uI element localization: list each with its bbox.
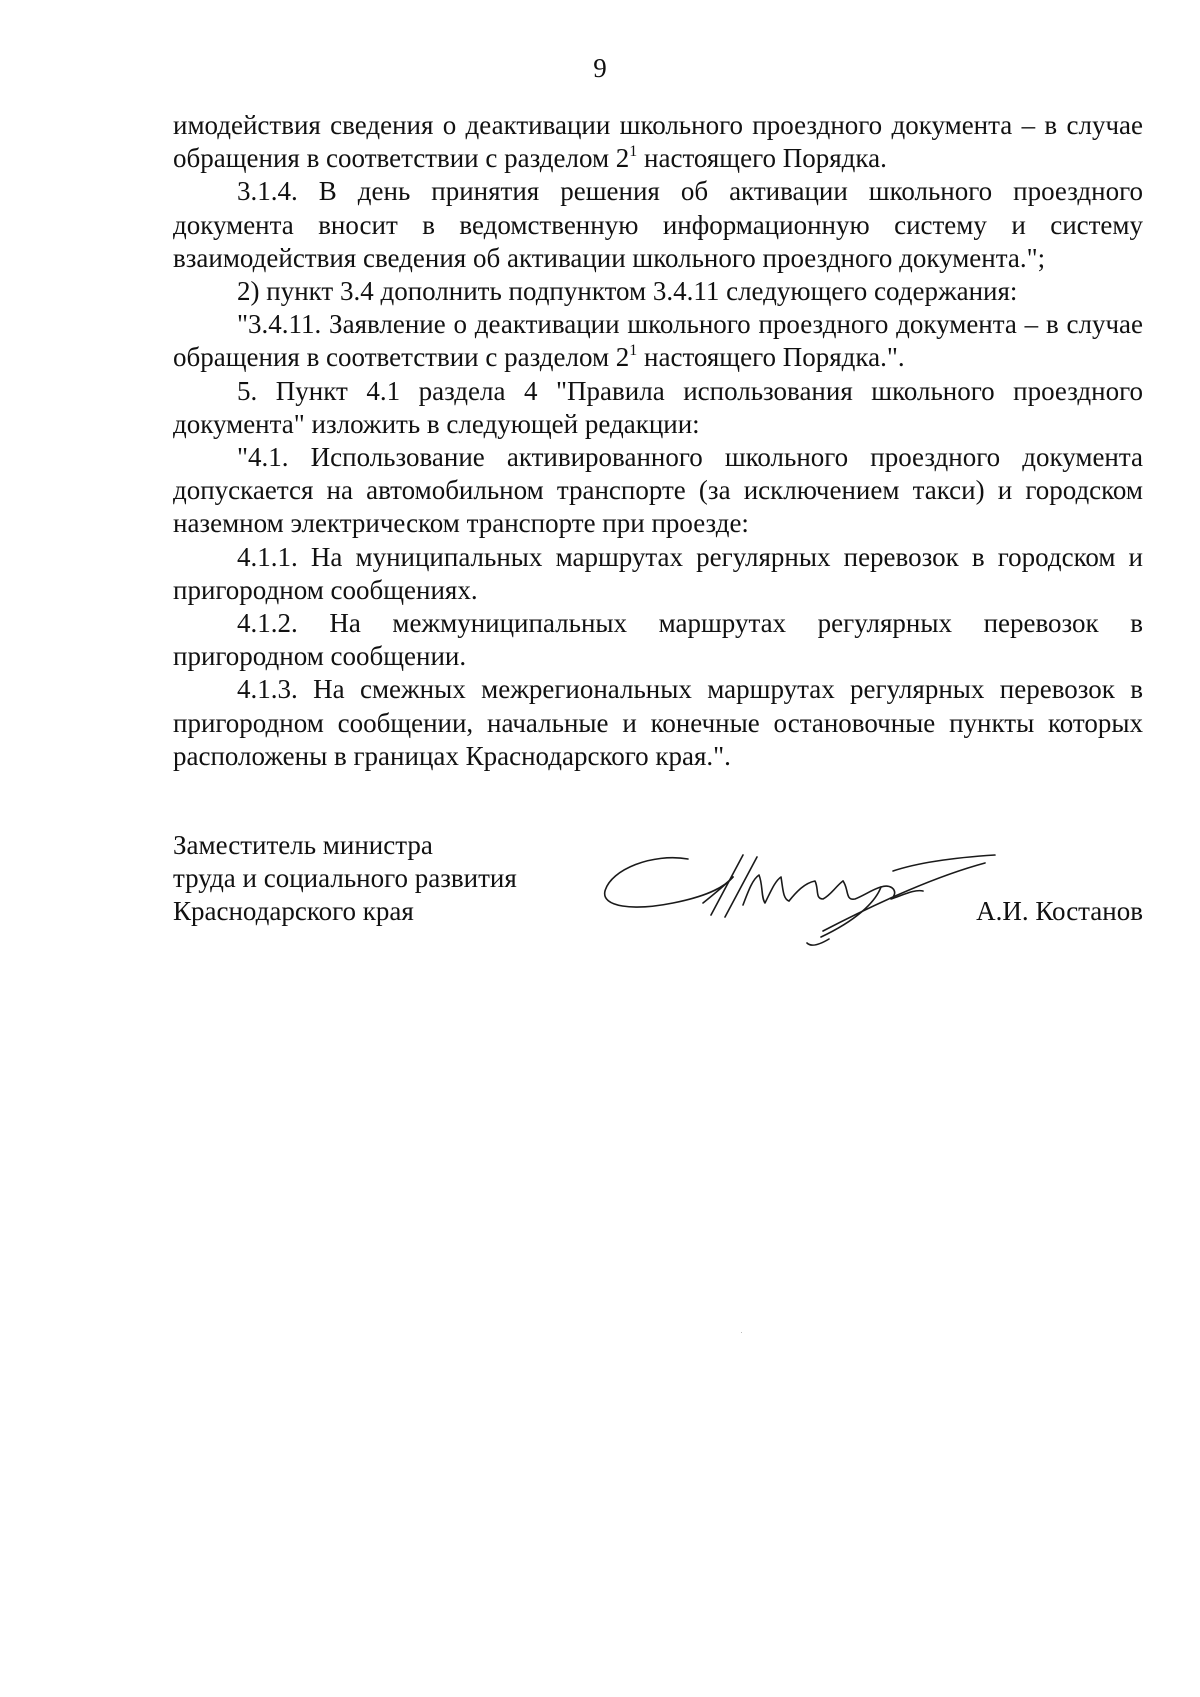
signer-title <box>173 829 517 928</box>
signer-name: А.И. Костанов <box>976 896 1143 926</box>
scan-artifact <box>741 1332 742 1333</box>
signer-title-line: Заместитель министра <box>173 830 433 860</box>
paragraph-item-2: 2) пункт 3.4 дополнить подпунктом 3.4.11 следующего содержания: <box>237 276 1018 307</box>
paragraph-4-1-2: 4.1.2. На межмуниципальных маршрутах регулярных перевозок в пригородном сообщении. <box>173 608 1143 672</box>
signature-block <box>173 829 1143 939</box>
signer-title-line: Краснодарского края <box>173 896 414 926</box>
paragraph-item-5: 5. Пункт 4.1 раздела 4 "Правила использования школьного проездного документа" изложить в следующей редакции: <box>173 375 1143 439</box>
paragraph-text: имодействия сведения о деактивации школьного проездного документа – в случае обращения в соответствии с разделом 2 <box>173 110 1143 174</box>
paragraph-4-1-3: 4.1.3. На смежных межрегиональных маршрутах регулярных перевозок в пригородном сообщении, начальные и конечные остановочные пункты которых расположены в границах Краснодарского края.". <box>173 674 1143 771</box>
paragraph-text: настоящего Порядка.". <box>637 342 905 373</box>
paragraph-4-1-1: 4.1.1. На муниципальных маршрутах регулярных перевозок в городском и пригородном сообщениях. <box>173 541 1143 605</box>
paragraph-text: "3.4.11. Заявление о деактивации школьного проездного документа – в случае обращения в соответствии с разделом 2 <box>173 309 1143 373</box>
page-number: 9 <box>593 53 607 83</box>
paragraph-text: настоящего Порядка. <box>637 143 887 174</box>
superscript: 1 <box>629 342 638 360</box>
paragraph-continuation <box>173 109 1143 175</box>
paragraph-3-1-4: 3.1.4. В день принятия решения об активации школьного проездного документа вносит в ведомственную информационную систему и систему взаимодействия сведения об активации школьного проездного документа."; <box>173 176 1143 273</box>
paragraph-3-4-11 <box>173 308 1143 374</box>
signer-title-line: труда и социального развития <box>173 863 517 893</box>
handwritten-signature <box>593 819 1013 949</box>
superscript: 1 <box>629 143 638 161</box>
document-body <box>173 109 1143 773</box>
paragraph-4-1: "4.1. Использование активированного школьного проездного документа допускается на автомобильном транспорте (за исключением такси) и городском наземном электрическом транспорте при проезде: <box>173 442 1143 539</box>
